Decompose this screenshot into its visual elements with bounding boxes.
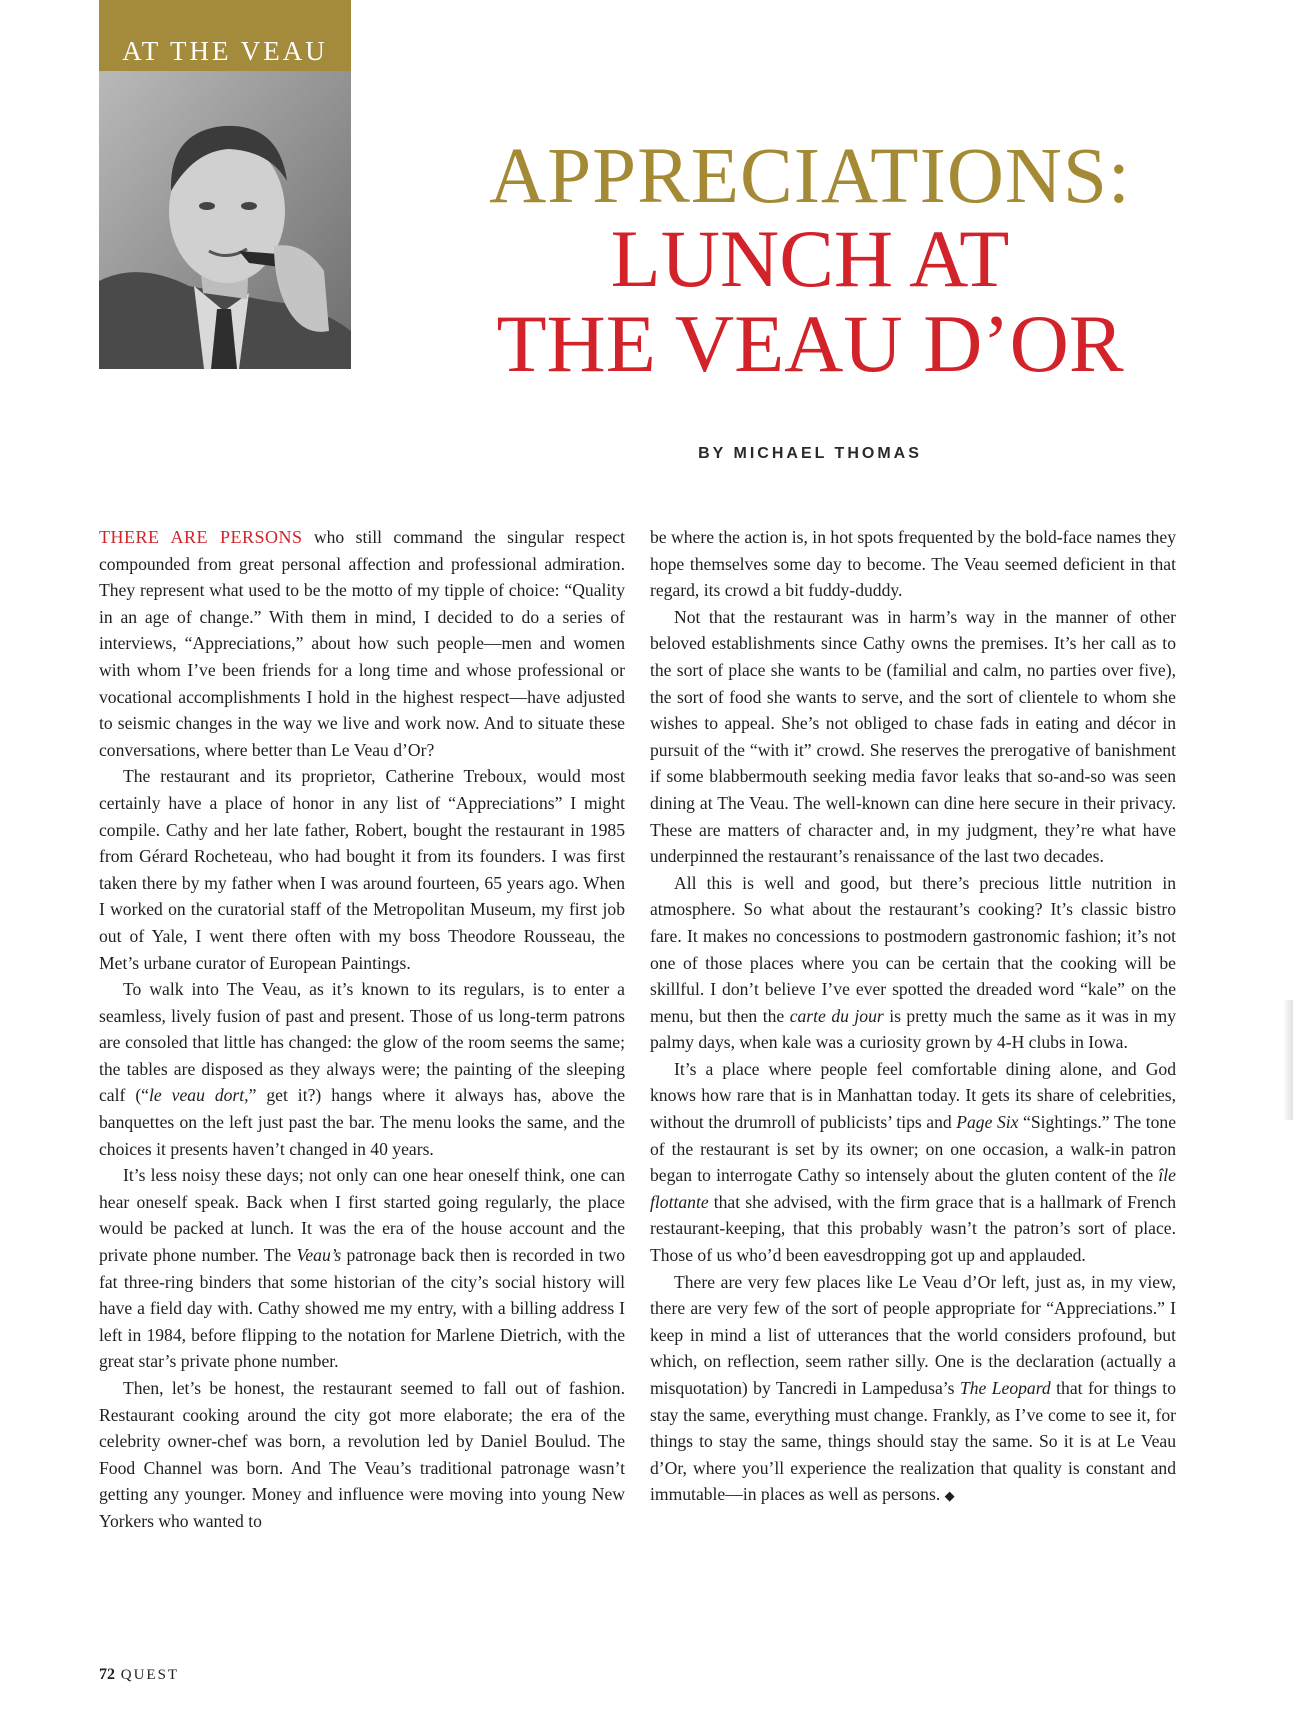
page-edge-shadow — [1283, 1000, 1293, 1120]
article-column-left — [99, 524, 625, 1535]
portrait-photo-icon — [99, 71, 351, 369]
paragraph-2: The restaurant and its proprietor, Catherine Treboux, would most certainly have a place of honor in any list of “Appreciations” I might compile. Cathy and her late father, Robert, bought the restaurant in 1985 from Gérard Rocheteau, who had bought it from its founders. I was first taken there by my father when I was around fourteen, 65 years ago. When I worked on the curatorial staff of the Metropolitan Museum, my first job out of Yale, I went there often with my boss Theodore Rousseau, the Met’s urbane curator of European Paintings. — [99, 766, 625, 973]
section-tag: AT THE VEAU — [99, 0, 351, 71]
article-column-right — [650, 524, 1176, 1510]
paragraph-5: Then, let’s be honest, the restaurant seemed to fall out of fashion. Restaurant cooking around the city got more elaborate; the era of the celebrity owner-chef was born, a revolution led by Daniel Boulud. The Food Channel was born. And The Veau’s traditional patronage wasn’t getting any younger. Money and influence were moving into young New Yorkers who wanted to — [99, 1378, 625, 1531]
byline: BY MICHAEL THOMAS — [698, 445, 922, 462]
paragraph-5-continued: be where the action is, in hot spots frequented by the bold-face names they hope themselves some day to become. The Veau seemed deficient in that regard, its crowd a bit fuddy-duddy. — [650, 527, 1176, 601]
paragraph-8: It’s a place where people feel comfortable dining alone, and God knows how rare that is in Manhattan today. It gets its share of celebrities, without the drumroll of publicists’ tips and Page Six “Sightings.” The tone of the restaurant is set by its owner; on one occasion, a walk-in patron began to interrogate Cathy so intensely about the gluten content of the île flottante that she advised, with the firm grace that is a hallmark of French restaurant-keeping, that this probably wasn’t the patron’s sort of place. Those of us who’d been eavesdropping got up and applauded. — [650, 1058, 1177, 1266]
paragraph-9: There are very few places like Le Veau d’Or left, just as, in my view, there are very few of the sort of people appropriate for “Appreciations.” I keep in mind a list of utterances that the world considers profound, but which, on reflection, seem rather silly. One is the declaration (actually a misquotation) by Tancredi in Lampedusa’s The Leopard that for things to stay the same, everything must change. Frankly, as I’ve come to see it, for things to stay the same, things should stay the same. So it is at Le Veau d’Or, where you’ll experience the realization that quality is constant and immutable—in places as well as persons. ◆ — [650, 1271, 1176, 1505]
lead-in: THERE ARE PERSONS — [99, 527, 303, 547]
paragraph-6: Not that the restaurant was in harm’s way in the manner of other beloved establishments since Cathy owns the premises. It’s her call as to the sort of place she wants to be (familial and calm, no parties over five), the sort of food she wants to serve, and the sort of clientele to whom she wishes to appeal. She’s not obliged to chase fads in eating and décor in pursuit of the “with it” crowd. She reserves the prerogative of banishment if some blabbermouth seeking media favor leaks that so-and-so was seen dining at The Veau. The well-known can dine here secure in their privacy. These are matters of character and, in my judgment, they’re what have underpinned the restaurant’s renaissance of the last two decades. — [650, 606, 1176, 867]
magazine-name: QUEST — [120, 1667, 180, 1683]
article-headline — [370, 133, 1250, 389]
headline-line-3: THE VEAU D’OR — [496, 297, 1124, 389]
paragraph-7: All this is well and good, but there’s precious little nutrition in atmosphere. So what about the restaurant’s cooking? It’s classic bistro fare. It makes no concessions to postmodern gastronomic fashion; it’s not one of those places where you can be certain that the cooking will be skillful. I don’t believe I’ve ever spotted the dreaded word “kale” on the menu, but then the carte du jour is pretty much the same as it was in my palmy days, when kale was a curiosity grown by 4-H clubs in Iowa. — [650, 872, 1177, 1053]
paragraph-3: To walk into The Veau, as it’s known to its regulars, is to enter a seamless, lively fusion of past and present. Those of us long-term patrons are consoled that little has changed: the glow of the room seems the same; the tables are disposed as they always were; the painting of the sleeping calf (“le veau dort,” get it?) hangs where it always has, above the banquettes on the left just past the bar. The menu looks the same, and the choices it presents haven’t changed in 40 years. — [99, 979, 626, 1159]
end-mark-icon: ◆ — [944, 1488, 955, 1504]
headline-line-2: LUNCH AT — [610, 213, 1010, 305]
paragraph-4: It’s less noisy these days; not only can one hear oneself think, one can hear oneself speak. Back when I first started going regularly, the place would be packed at lunch. It was the era of the house account and the private phone number. The Veau’s patronage back then is recorded in two fat three-ring binders that some historian of the city’s social history will have a field day with. Cathy showed me my entry, with a billing address I left in 1984, before flipping to the notation for Marlene Dietrich, with the great star’s private phone number. — [99, 1165, 625, 1372]
page-folio — [99, 1666, 179, 1684]
paragraph-1: THERE ARE PERSONS who still command the singular respect compounded from great personal affection and professional admiration. They represent what used to be the motto of my tipple of choice: “Quality in an age of change.” With them in mind, I decided to do a series of interviews, “Appreciations,” about how such people—men and women with whom I’ve been friends for a long time and whose professional or vocational accomplishments I hold in the highest respect—have adjusted to seismic changes in the way we live and work now. And to situate these conversations, where better than Le Veau d’Or? — [99, 527, 625, 760]
page-number: 72 — [99, 1666, 115, 1683]
headline-line-1: APPRECIATIONS: — [489, 133, 1131, 220]
